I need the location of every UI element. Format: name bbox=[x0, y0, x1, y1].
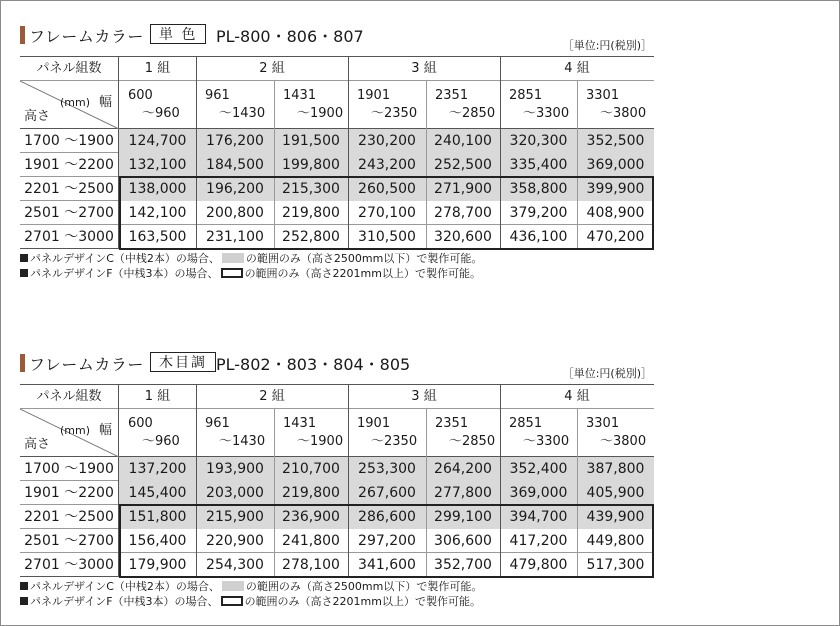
outline-swatch-icon bbox=[221, 596, 243, 606]
price-cell: 240,100 bbox=[426, 129, 500, 153]
note-design-f bbox=[20, 594, 482, 609]
price-cell: 138,000 bbox=[119, 177, 196, 201]
note-c-suffix: の範囲のみ（高さ2500mm以下）で製作可能。 bbox=[245, 580, 483, 593]
group-header-row bbox=[20, 385, 654, 409]
width-range-from: 3301 bbox=[586, 88, 620, 103]
height-range-label: 2201 ～2500 bbox=[20, 505, 119, 529]
group-header: 2 組 bbox=[259, 389, 285, 404]
price-cell: 310,500 bbox=[358, 229, 416, 245]
width-range-from: 600 bbox=[128, 88, 153, 103]
price-cell: 320,600 bbox=[434, 229, 492, 245]
price-section bbox=[20, 22, 654, 280]
price-cell: 199,800 bbox=[274, 153, 348, 177]
footnotes bbox=[20, 251, 482, 281]
width-range-header bbox=[196, 81, 274, 129]
width-range-header bbox=[577, 81, 654, 129]
height-range-label: 2201 ～2500 bbox=[20, 177, 119, 201]
price-cell: 299,100 bbox=[426, 505, 500, 529]
group-header: 4 組 bbox=[564, 389, 590, 404]
price-section bbox=[20, 350, 654, 608]
price-cell: 231,100 bbox=[206, 229, 264, 245]
price-cell: 267,600 bbox=[348, 481, 426, 505]
note-f-prefix: パネルデザインF（中桟3本）の場合、 bbox=[30, 267, 219, 280]
price-cell: 358,800 bbox=[500, 177, 577, 201]
height-axis-label: 高さ bbox=[24, 109, 51, 124]
width-range-header bbox=[119, 409, 196, 457]
width-range-from: 2851 bbox=[509, 88, 543, 103]
group-header: 2 組 bbox=[259, 61, 285, 76]
note-c-prefix: パネルデザインC（中桟2本）の場合、 bbox=[30, 580, 220, 593]
price-table bbox=[20, 384, 654, 576]
width-range-from: 2351 bbox=[435, 88, 469, 103]
width-range-from: 2351 bbox=[435, 416, 469, 431]
note-design-c bbox=[20, 251, 482, 266]
section-title: フレームカラー bbox=[29, 355, 144, 374]
width-range-header bbox=[426, 409, 500, 457]
grid-line bbox=[426, 409, 427, 577]
price-cell: 254,300 bbox=[206, 557, 264, 573]
price-cell: 405,900 bbox=[577, 481, 654, 505]
width-range-header bbox=[119, 81, 196, 129]
price-cell: 230,200 bbox=[348, 129, 426, 153]
price-cell: 270,100 bbox=[358, 205, 416, 221]
color-type-badge: 木目調 bbox=[150, 352, 216, 372]
price-cell: 335,400 bbox=[500, 153, 577, 177]
price-cell: 215,300 bbox=[274, 177, 348, 201]
outline-swatch-icon bbox=[221, 268, 243, 278]
price-cell: 236,900 bbox=[274, 505, 348, 529]
section-heading bbox=[20, 22, 654, 56]
price-cell: 260,500 bbox=[348, 177, 426, 201]
price-cell: 219,800 bbox=[282, 205, 340, 221]
price-cell: 219,800 bbox=[274, 481, 348, 505]
bullet-square-icon bbox=[20, 597, 28, 605]
width-range-to: ～1430 bbox=[219, 106, 266, 121]
width-range-from: 1901 bbox=[357, 88, 391, 103]
table-row bbox=[20, 225, 654, 249]
accent-bar bbox=[20, 354, 25, 372]
section-title: フレームカラー bbox=[29, 27, 144, 46]
price-cell: 352,400 bbox=[500, 457, 577, 481]
price-cell: 191,500 bbox=[274, 129, 348, 153]
price-cell: 156,400 bbox=[128, 533, 187, 549]
price-cell: 142,100 bbox=[128, 205, 187, 221]
price-cell: 320,300 bbox=[500, 129, 577, 153]
grid-line bbox=[274, 81, 275, 249]
width-header-row bbox=[20, 409, 654, 457]
width-range-to: ～2350 bbox=[371, 106, 418, 121]
footnotes bbox=[20, 579, 482, 609]
grid-line bbox=[348, 57, 349, 249]
price-cell: 352,500 bbox=[577, 129, 654, 153]
width-range-to: ～1900 bbox=[297, 434, 344, 449]
note-c-suffix: の範囲のみ（高さ2500mm以下）で製作可能。 bbox=[245, 252, 483, 265]
height-range-label: 1700 ～1900 bbox=[20, 129, 119, 153]
gray-swatch-icon bbox=[222, 581, 244, 591]
price-cell: 253,300 bbox=[348, 457, 426, 481]
price-cell: 264,200 bbox=[426, 457, 500, 481]
price-cell: 436,100 bbox=[509, 229, 568, 245]
width-range-to: ～3800 bbox=[600, 434, 647, 449]
section-heading bbox=[20, 350, 654, 384]
price-cell: 277,800 bbox=[426, 481, 500, 505]
note-f-suffix: の範囲のみ（高さ2201mm以上）で製作可能。 bbox=[244, 595, 481, 608]
grid-line bbox=[577, 81, 578, 249]
width-range-from: 2851 bbox=[509, 416, 543, 431]
panel-count-label: パネル組数 bbox=[20, 385, 119, 409]
price-cell: 387,800 bbox=[577, 457, 654, 481]
width-axis-label: 幅 bbox=[98, 423, 112, 438]
width-range-to: ～2850 bbox=[449, 434, 496, 449]
accent-bar bbox=[20, 26, 25, 44]
price-table bbox=[20, 56, 654, 248]
axis-corner bbox=[20, 81, 119, 129]
width-range-header bbox=[500, 81, 577, 129]
group-header: 3 組 bbox=[411, 61, 437, 76]
price-cell: 137,200 bbox=[119, 457, 196, 481]
price-cell: 306,600 bbox=[434, 533, 492, 549]
bullet-square-icon bbox=[20, 254, 28, 262]
width-range-to: ～960 bbox=[142, 434, 180, 449]
price-cell: 271,900 bbox=[426, 177, 500, 201]
price-cell: 220,900 bbox=[206, 533, 264, 549]
height-range-label: 1700 ～1900 bbox=[20, 457, 119, 481]
height-range-label: 2701 ～3000 bbox=[20, 225, 119, 249]
price-cell: 241,800 bbox=[282, 533, 340, 549]
grid-line bbox=[196, 57, 197, 249]
table-row bbox=[20, 153, 654, 177]
width-range-to: ～2350 bbox=[371, 434, 418, 449]
price-cell: 439,900 bbox=[577, 505, 654, 529]
bullet-square-icon bbox=[20, 582, 28, 590]
color-type-badge: 単 色 bbox=[150, 24, 206, 44]
bullet-square-icon bbox=[20, 269, 28, 277]
width-axis-label: 幅 bbox=[98, 95, 112, 110]
width-range-from: 961 bbox=[205, 416, 230, 431]
width-range-header bbox=[274, 81, 348, 129]
group-header-row bbox=[20, 57, 654, 81]
table-row bbox=[20, 129, 654, 153]
unit-mm-label: (mm) bbox=[60, 96, 91, 109]
price-cell: 163,500 bbox=[128, 229, 187, 245]
height-range-label: 2501 ～2700 bbox=[20, 529, 119, 553]
group-header: 1 組 bbox=[144, 61, 171, 76]
note-design-f bbox=[20, 266, 482, 281]
price-cell: 369,000 bbox=[577, 153, 654, 177]
width-range-header bbox=[196, 409, 274, 457]
price-cell: 341,600 bbox=[358, 557, 416, 573]
table-row bbox=[20, 457, 654, 481]
width-range-to: ～2850 bbox=[449, 106, 496, 121]
height-range-label: 1901 ～2200 bbox=[20, 153, 119, 177]
note-f-suffix: の範囲のみ（高さ2201mm以上）で製作可能。 bbox=[244, 267, 481, 280]
width-range-from: 961 bbox=[205, 88, 230, 103]
width-range-to: ～1430 bbox=[219, 434, 266, 449]
grid-line bbox=[500, 57, 501, 249]
panel-count-label: パネル組数 bbox=[20, 57, 119, 81]
price-cell: 517,300 bbox=[586, 557, 645, 573]
width-range-from: 3301 bbox=[586, 416, 620, 431]
price-cell: 243,200 bbox=[348, 153, 426, 177]
unit-label: ［単位:円(税別)］ bbox=[562, 367, 652, 380]
height-axis-label: 高さ bbox=[24, 437, 51, 452]
grid-line bbox=[274, 409, 275, 577]
model-numbers: PL-800・806・807 bbox=[216, 27, 364, 46]
price-cell: 278,100 bbox=[282, 557, 340, 573]
grid-line bbox=[500, 385, 501, 577]
gray-swatch-icon bbox=[222, 253, 244, 263]
price-cell: 200,800 bbox=[206, 205, 264, 221]
price-cell: 132,100 bbox=[119, 153, 196, 177]
model-numbers: PL-802・803・804・805 bbox=[216, 355, 411, 374]
width-range-from: 1431 bbox=[283, 416, 317, 431]
table-row bbox=[20, 505, 654, 529]
note-f-prefix: パネルデザインF（中桟3本）の場合、 bbox=[30, 595, 219, 608]
width-range-to: ～3300 bbox=[523, 434, 570, 449]
price-cell: 479,800 bbox=[509, 557, 568, 573]
group-header: 3 組 bbox=[411, 389, 437, 404]
price-cell: 379,200 bbox=[509, 205, 568, 221]
table-row bbox=[20, 529, 654, 553]
price-cell: 145,400 bbox=[119, 481, 196, 505]
price-cell: 352,700 bbox=[434, 557, 492, 573]
width-range-header bbox=[426, 81, 500, 129]
price-cell: 470,200 bbox=[586, 229, 645, 245]
width-range-header bbox=[348, 409, 426, 457]
price-cell: 179,900 bbox=[128, 557, 187, 573]
price-cell: 252,800 bbox=[282, 229, 340, 245]
price-cell: 278,700 bbox=[434, 205, 492, 221]
grid-line bbox=[426, 81, 427, 249]
width-range-to: ～3800 bbox=[600, 106, 647, 121]
group-header: 4 組 bbox=[564, 61, 590, 76]
width-range-to: ～960 bbox=[142, 106, 180, 121]
price-cell: 210,700 bbox=[274, 457, 348, 481]
height-range-label: 1901 ～2200 bbox=[20, 481, 119, 505]
width-range-from: 600 bbox=[128, 416, 153, 431]
price-cell: 151,800 bbox=[119, 505, 196, 529]
width-range-header bbox=[274, 409, 348, 457]
width-range-to: ～3300 bbox=[523, 106, 570, 121]
price-cell: 203,000 bbox=[196, 481, 274, 505]
unit-mm-label: (mm) bbox=[60, 424, 91, 437]
price-cell: 193,900 bbox=[196, 457, 274, 481]
table-row bbox=[20, 201, 654, 225]
height-range-label: 2501 ～2700 bbox=[20, 201, 119, 225]
price-cell: 408,900 bbox=[586, 205, 645, 221]
width-range-from: 1431 bbox=[283, 88, 317, 103]
price-cell: 399,900 bbox=[577, 177, 654, 201]
price-cell: 417,200 bbox=[509, 533, 568, 549]
width-range-from: 1901 bbox=[357, 416, 391, 431]
note-c-prefix: パネルデザインC（中桟2本）の場合、 bbox=[30, 252, 220, 265]
width-range-header bbox=[500, 409, 577, 457]
table-row bbox=[20, 177, 654, 201]
table-row bbox=[20, 553, 654, 577]
price-cell: 184,500 bbox=[196, 153, 274, 177]
unit-label: ［単位:円(税別)］ bbox=[562, 39, 652, 52]
height-range-label: 2701 ～3000 bbox=[20, 553, 119, 577]
price-cell: 176,200 bbox=[196, 129, 274, 153]
table-row bbox=[20, 481, 654, 505]
width-range-to: ～1900 bbox=[297, 106, 344, 121]
price-cell: 286,600 bbox=[348, 505, 426, 529]
price-cell: 124,700 bbox=[119, 129, 196, 153]
price-cell: 215,900 bbox=[196, 505, 274, 529]
width-range-header bbox=[348, 81, 426, 129]
price-cell: 196,200 bbox=[196, 177, 274, 201]
price-cell: 297,200 bbox=[358, 533, 416, 549]
group-header: 1 組 bbox=[144, 389, 171, 404]
price-cell: 394,700 bbox=[500, 505, 577, 529]
grid-line bbox=[196, 385, 197, 577]
width-header-row bbox=[20, 81, 654, 129]
width-range-header bbox=[577, 409, 654, 457]
price-cell: 369,000 bbox=[500, 481, 577, 505]
price-cell: 252,500 bbox=[426, 153, 500, 177]
grid-line bbox=[577, 409, 578, 577]
axis-corner bbox=[20, 409, 119, 457]
price-cell: 449,800 bbox=[586, 533, 645, 549]
grid-line bbox=[348, 385, 349, 577]
note-design-c bbox=[20, 579, 482, 594]
